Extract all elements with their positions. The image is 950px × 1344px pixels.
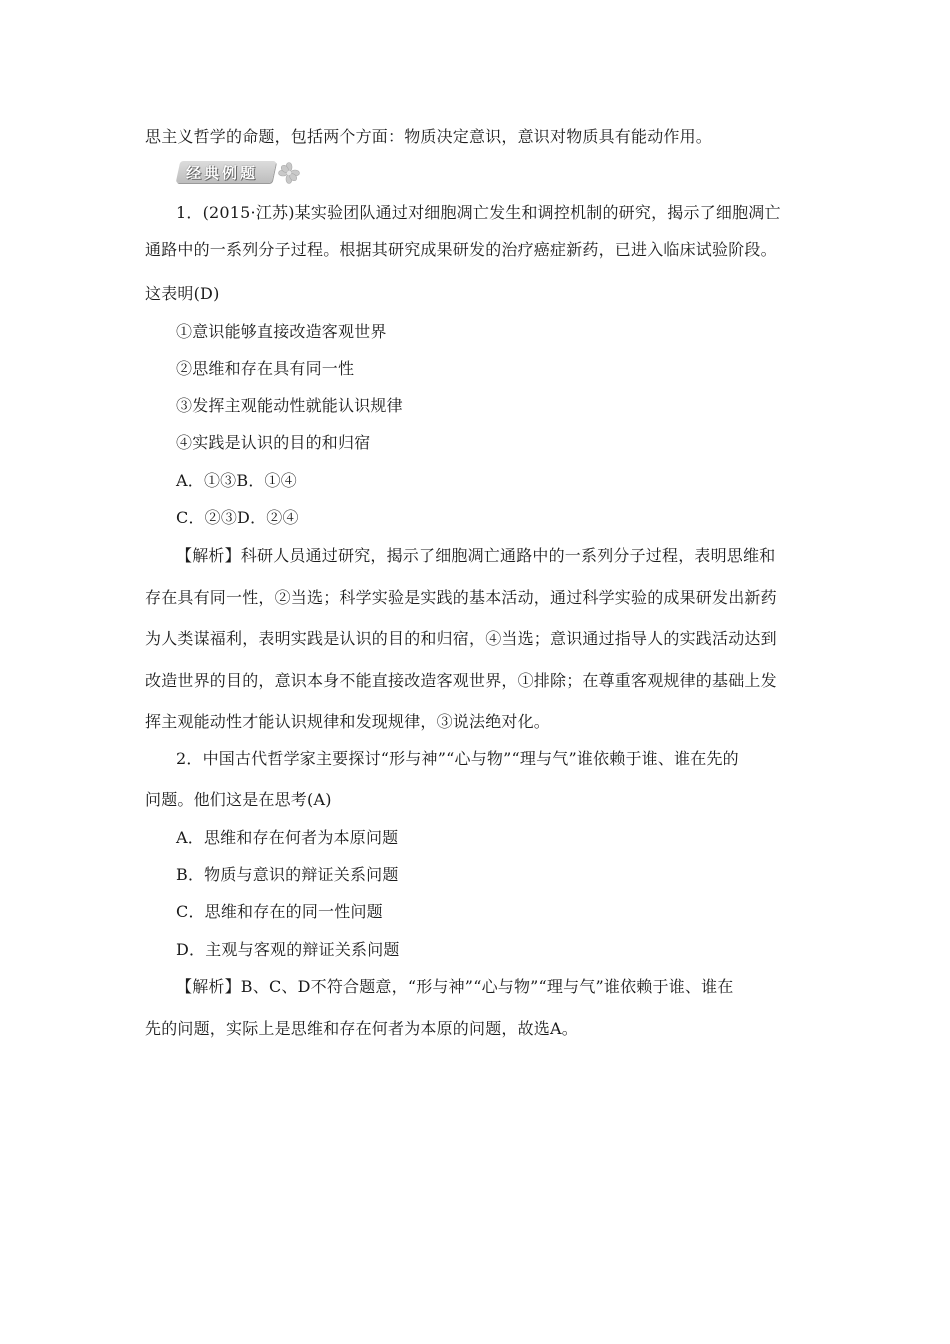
question-1-item-4: ④实践是认识的目的和归宿 [176,433,371,452]
question-1-analysis-cont-4: 挥主观能动性才能认识规律和发现规律，③说法绝对化。 [145,712,551,731]
question-1-stem: 1．(2015·江苏)某实验团队通过对细胞凋亡发生和调控机制的研究，揭示了细胞凋亡 [176,203,781,222]
question-2-option-c: C．思维和存在的同一性问题 [176,902,383,921]
question-1-item-3: ③发挥主观能动性就能认识规律 [176,396,403,415]
question-1-analysis-cont-2: 为人类谋福利，表明实践是认识的目的和归宿，④当选；意识通过指导人的实践活动达到 [145,629,777,648]
question-1-answer-line: 这表明(D) [145,284,220,303]
question-1-item-1: ①意识能够直接改造客观世界 [176,322,387,341]
question-2-option-d: D．主观与客观的辩证关系问题 [176,940,400,959]
text-line-continuation: 思主义哲学的命题，包括两个方面：物质决定意识，意识对物质具有能动作用。 [145,127,713,146]
question-1-analysis-cont-1: 存在具有同一性，②当选；科学实验是实践的基本活动，通过科学实验的成果研发出新药 [145,588,777,607]
question-1-options-ab: A．①③B．①④ [176,471,297,490]
question-2-analysis-cont: 先的问题，实际上是思维和存在何者为本原的问题，故选A。 [145,1019,578,1038]
question-2-stem: 2．中国古代哲学家主要探讨“形与神”“心与物”“理与气”谁依赖于谁、谁在先的 [176,749,739,768]
question-2-option-a: A．思维和存在何者为本原问题 [176,828,399,847]
question-2-option-b: B．物质与意识的辩证关系问题 [176,865,399,884]
section-heading: 经典例题 [186,164,259,182]
question-1-item-2: ②思维和存在具有同一性 [176,359,355,378]
question-1-analysis: 【解析】科研人员通过研究，揭示了细胞凋亡通路中的一系列分子过程，表明思维和 [176,546,776,565]
question-1-stem-cont: 通路中的一系列分子过程。根据其研究成果研发的治疗癌症新药，已进入临床试验阶段。 [145,240,777,259]
flower-icon [278,162,300,184]
question-1-analysis-cont-3: 改造世界的目的，意识本身不能直接改造客观世界，①排除；在尊重客观规律的基础上发 [145,671,777,690]
question-2-stem-cont: 问题。他们这是在思考(A) [145,790,332,809]
question-1-options-cd: C．②③D．②④ [176,508,299,527]
question-2-analysis: 【解析】B、C、D不符合题意，“形与神”“心与物”“理与气”谁依赖于谁、谁在 [176,977,734,996]
